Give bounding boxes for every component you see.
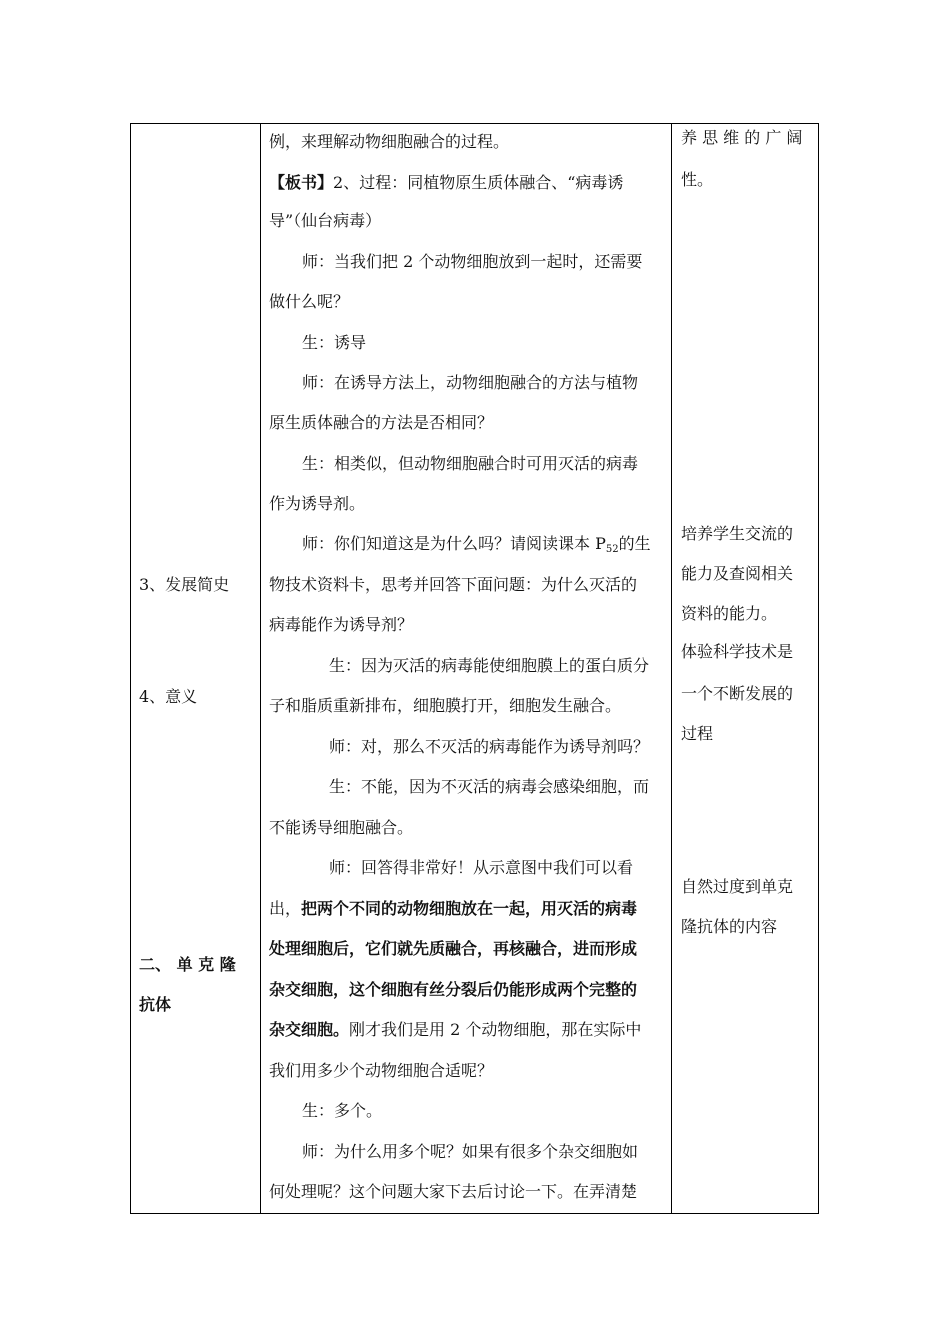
bold-text: 杂交细胞。	[269, 1020, 350, 1039]
goal-text: 资料的能力。	[681, 604, 778, 623]
text-line: 生：诱导	[302, 333, 367, 352]
text-line: 处理细胞后，它们就先质融合，再核融合，进而形成	[269, 939, 638, 958]
goal-text: 体验科学技术是	[681, 642, 794, 661]
text-line: 师：对，那么不灭活的病毒能作为诱导剂吗？	[329, 737, 650, 756]
goal-text: 培养学生交流的	[681, 524, 794, 543]
goal-text: 过程	[681, 724, 714, 743]
goal-text: 一个不断发展的	[681, 684, 794, 703]
text-line: 子和脂质重新排布，细胞膜打开，细胞发生融合。	[269, 696, 622, 715]
text-line: 师：为什么用多个呢？如果有很多个杂交细胞如	[302, 1142, 639, 1161]
text-line: 生：因为灭活的病毒能使细胞膜上的蛋白质分	[329, 656, 650, 675]
text-line	[269, 899, 637, 919]
text-line: 师：当我们把 2 个动物细胞放到一起时，还需要	[302, 252, 643, 271]
text-line: 做什么呢？	[269, 292, 350, 311]
text-span: 2、过程：同植物原生质体融合、“病毒诱	[333, 173, 624, 192]
column-divider-left	[260, 124, 261, 1213]
text-line: 何处理呢？这个问题大家下去后讨论一下。在弄清楚	[269, 1182, 638, 1201]
section-monoclonal-antibody-cont: 抗体	[139, 995, 172, 1014]
text-line: 病毒能作为诱导剂？	[269, 615, 414, 634]
column-divider-right	[671, 124, 672, 1213]
text-span: 出，	[269, 899, 302, 918]
goal-text: 自然过度到单克	[681, 877, 794, 896]
text-line	[269, 173, 623, 193]
text-line: 师：在诱导方法上，动物细胞融合的方法与植物	[302, 373, 639, 392]
text-line: 我们用多少个动物细胞合适呢？	[269, 1061, 494, 1080]
text-line: 生：相类似，但动物细胞融合时可用灭活的病毒	[302, 454, 639, 473]
section-significance: 4、意义	[139, 687, 198, 706]
text-line	[269, 1020, 641, 1040]
goal-text: 性。	[681, 170, 714, 189]
text-line: 导”（仙台病毒）	[269, 211, 382, 230]
text-span: 师：你们知道这是为什么吗？请阅读课本 P	[302, 534, 606, 553]
text-line: 原生质体融合的方法是否相同？	[269, 413, 494, 432]
text-line: 物技术资料卡，思考并回答下面问题：为什么灭活的	[269, 575, 638, 594]
text-line: 师：回答得非常好！从示意图中我们可以看	[329, 858, 634, 877]
text-line: 例，来理解动物细胞融合的过程。	[269, 132, 510, 151]
text-line: 作为诱导剂。	[269, 494, 366, 513]
text-span: 的生	[618, 534, 651, 553]
text-line: 生：多个。	[302, 1101, 383, 1120]
section-monoclonal-antibody: 二、 单 克 隆	[139, 955, 236, 974]
goal-text: 能力及查阅相关	[681, 564, 794, 583]
goal-text: 隆抗体的内容	[681, 917, 778, 936]
board-tag: 【板书】	[269, 173, 334, 192]
page-subscript: 52	[605, 544, 619, 555]
section-development-history: 3、发展简史	[139, 575, 230, 594]
text-span: 刚才我们是用 2 个动物细胞，那在实际中	[349, 1020, 642, 1039]
goal-text: 养 思 维 的 广 阔	[681, 128, 803, 147]
bold-text: 把两个不同的动物细胞放在一起，用灭活的病毒	[301, 899, 638, 918]
text-line	[302, 534, 651, 560]
text-line: 不能诱导细胞融合。	[269, 818, 414, 837]
text-line: 生：不能，因为不灭活的病毒会感染细胞，而	[329, 777, 650, 796]
text-line: 杂交细胞，这个细胞有丝分裂后仍能形成两个完整的	[269, 980, 638, 999]
